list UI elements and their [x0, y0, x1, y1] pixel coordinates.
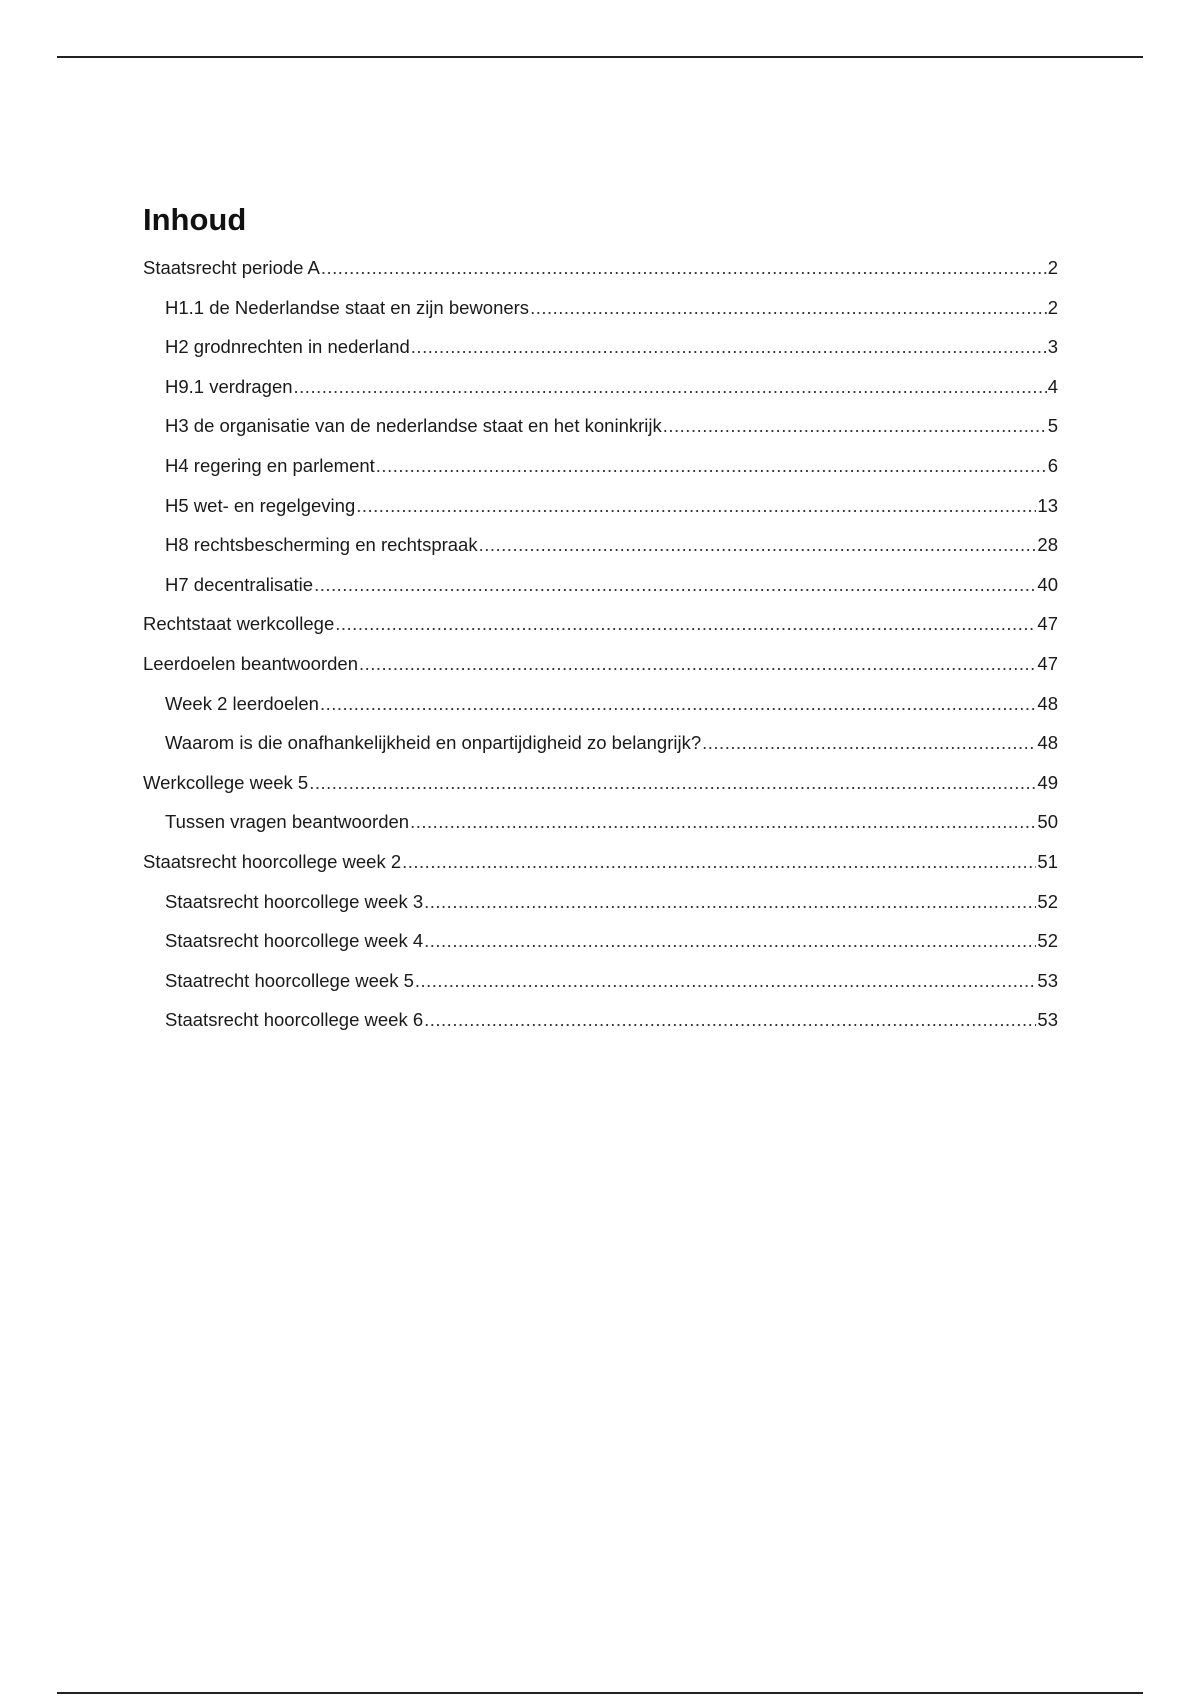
toc-entry-text: H7 decentralisatie	[165, 573, 314, 595]
toc-dot-leader	[424, 1000, 1036, 1040]
toc-dot-leader	[335, 604, 1036, 644]
toc-entry[interactable]	[143, 921, 1058, 961]
toc-dot-leader	[415, 961, 1037, 1001]
toc-page-number: 48	[1037, 732, 1058, 754]
toc-entry[interactable]	[143, 367, 1058, 407]
toc-dot-leader	[321, 248, 1047, 288]
toc-entry[interactable]	[143, 486, 1058, 526]
toc-dot-leader	[424, 882, 1036, 922]
toc-dot-leader	[320, 684, 1036, 724]
toc-entry-text: H2 grodnrechten in nederland	[165, 336, 410, 358]
toc-dot-leader	[411, 327, 1047, 367]
toc-page-number: 51	[1037, 850, 1058, 872]
toc-dot-leader	[294, 367, 1047, 407]
toc-entry-text: H9.1 verdragen	[165, 375, 293, 397]
toc-page-number: 52	[1037, 890, 1058, 912]
toc-entry[interactable]	[143, 446, 1058, 486]
toc-page-number: 40	[1037, 573, 1058, 595]
toc-entry-text: Week 2 leerdoelen	[165, 692, 319, 714]
toc-entry[interactable]	[143, 763, 1058, 803]
toc-page-number: 28	[1037, 534, 1058, 556]
toc-entry-text: Rechtstaat werkcollege	[143, 613, 335, 635]
toc-dot-leader	[359, 644, 1036, 684]
toc-page-number: 53	[1037, 1009, 1058, 1031]
toc-list	[143, 248, 1058, 1040]
toc-entry[interactable]	[143, 842, 1058, 882]
toc-entry[interactable]	[143, 406, 1058, 446]
toc-page-number: 13	[1037, 494, 1058, 516]
toc-page-number: 5	[1047, 415, 1058, 437]
toc-entry[interactable]	[143, 565, 1058, 605]
toc-entry[interactable]	[143, 604, 1058, 644]
toc-page-number: 2	[1047, 257, 1058, 278]
toc-entry-text: Tussen vragen beantwoorden	[165, 811, 410, 833]
footer-rule	[57, 1692, 1143, 1694]
toc-dot-leader	[314, 565, 1036, 605]
toc-dot-leader	[479, 525, 1037, 565]
toc-entry-text: H8 rechtsbescherming en rechtspraak	[165, 534, 478, 556]
toc-dot-leader	[356, 486, 1036, 526]
toc-entry[interactable]	[143, 882, 1058, 922]
toc-entry[interactable]	[143, 248, 1058, 288]
toc-entry-text: Leerdoelen beantwoorden	[143, 652, 358, 674]
toc-dot-leader	[663, 406, 1047, 446]
header-rule	[57, 56, 1143, 58]
toc-entry[interactable]	[143, 802, 1058, 842]
toc-page-number: 47	[1037, 652, 1058, 674]
toc-page-number: 47	[1037, 613, 1058, 635]
toc-entry[interactable]	[143, 644, 1058, 684]
toc-entry[interactable]	[143, 1000, 1058, 1040]
toc-dot-leader	[376, 446, 1047, 486]
toc-entry-text: H1.1 de Nederlandse staat en zijn bewoners	[165, 296, 530, 318]
toc-dot-leader	[530, 288, 1047, 328]
toc-page-number: 49	[1037, 771, 1058, 793]
toc-entry-text: Staatsrecht hoorcollege week 3	[165, 890, 424, 912]
toc-entry-text: Staatsrecht periode A	[143, 257, 320, 278]
toc-entry[interactable]	[143, 684, 1058, 724]
toc-entry[interactable]	[143, 327, 1058, 367]
toc-entry-text: Staatsrecht hoorcollege week 6	[165, 1009, 424, 1031]
toc-page-number: 4	[1047, 375, 1058, 397]
toc-entry-text: Staatsrecht hoorcollege week 2	[143, 850, 402, 872]
toc-entry-text: Werkcollege week 5	[143, 771, 309, 793]
toc-dot-leader	[410, 802, 1036, 842]
toc-entry-text: Waarom is die onafhankelijkheid en onpartijdigheid zo belangrijk?	[165, 732, 702, 754]
toc-entry[interactable]	[143, 961, 1058, 1001]
toc-entry[interactable]	[143, 723, 1058, 763]
toc-page-number: 52	[1037, 930, 1058, 952]
toc-dot-leader	[702, 723, 1036, 763]
toc-entry-text: Staatsrecht hoorcollege week 4	[165, 930, 424, 952]
toc-entry-text: H3 de organisatie van de nederlandse staat en het koninkrijk	[165, 415, 662, 437]
toc-entry-text: H5 wet- en regelgeving	[165, 494, 356, 516]
toc-dot-leader	[424, 921, 1036, 961]
toc-page-number: 6	[1047, 454, 1058, 476]
toc-title: Inhoud	[143, 202, 247, 237]
toc-page-number: 2	[1047, 296, 1058, 318]
table-of-contents	[143, 200, 1058, 1040]
toc-page-number: 48	[1037, 692, 1058, 714]
toc-dot-leader	[402, 842, 1036, 882]
toc-page-number: 53	[1037, 969, 1058, 991]
toc-entry-text: H4 regering en parlement	[165, 454, 375, 476]
toc-entry[interactable]	[143, 288, 1058, 328]
toc-entry[interactable]	[143, 525, 1058, 565]
toc-entry-text: Staatrecht hoorcollege week 5	[165, 969, 414, 991]
toc-dot-leader	[309, 763, 1036, 803]
toc-page-number: 3	[1047, 336, 1058, 358]
toc-page-number: 50	[1037, 811, 1058, 833]
